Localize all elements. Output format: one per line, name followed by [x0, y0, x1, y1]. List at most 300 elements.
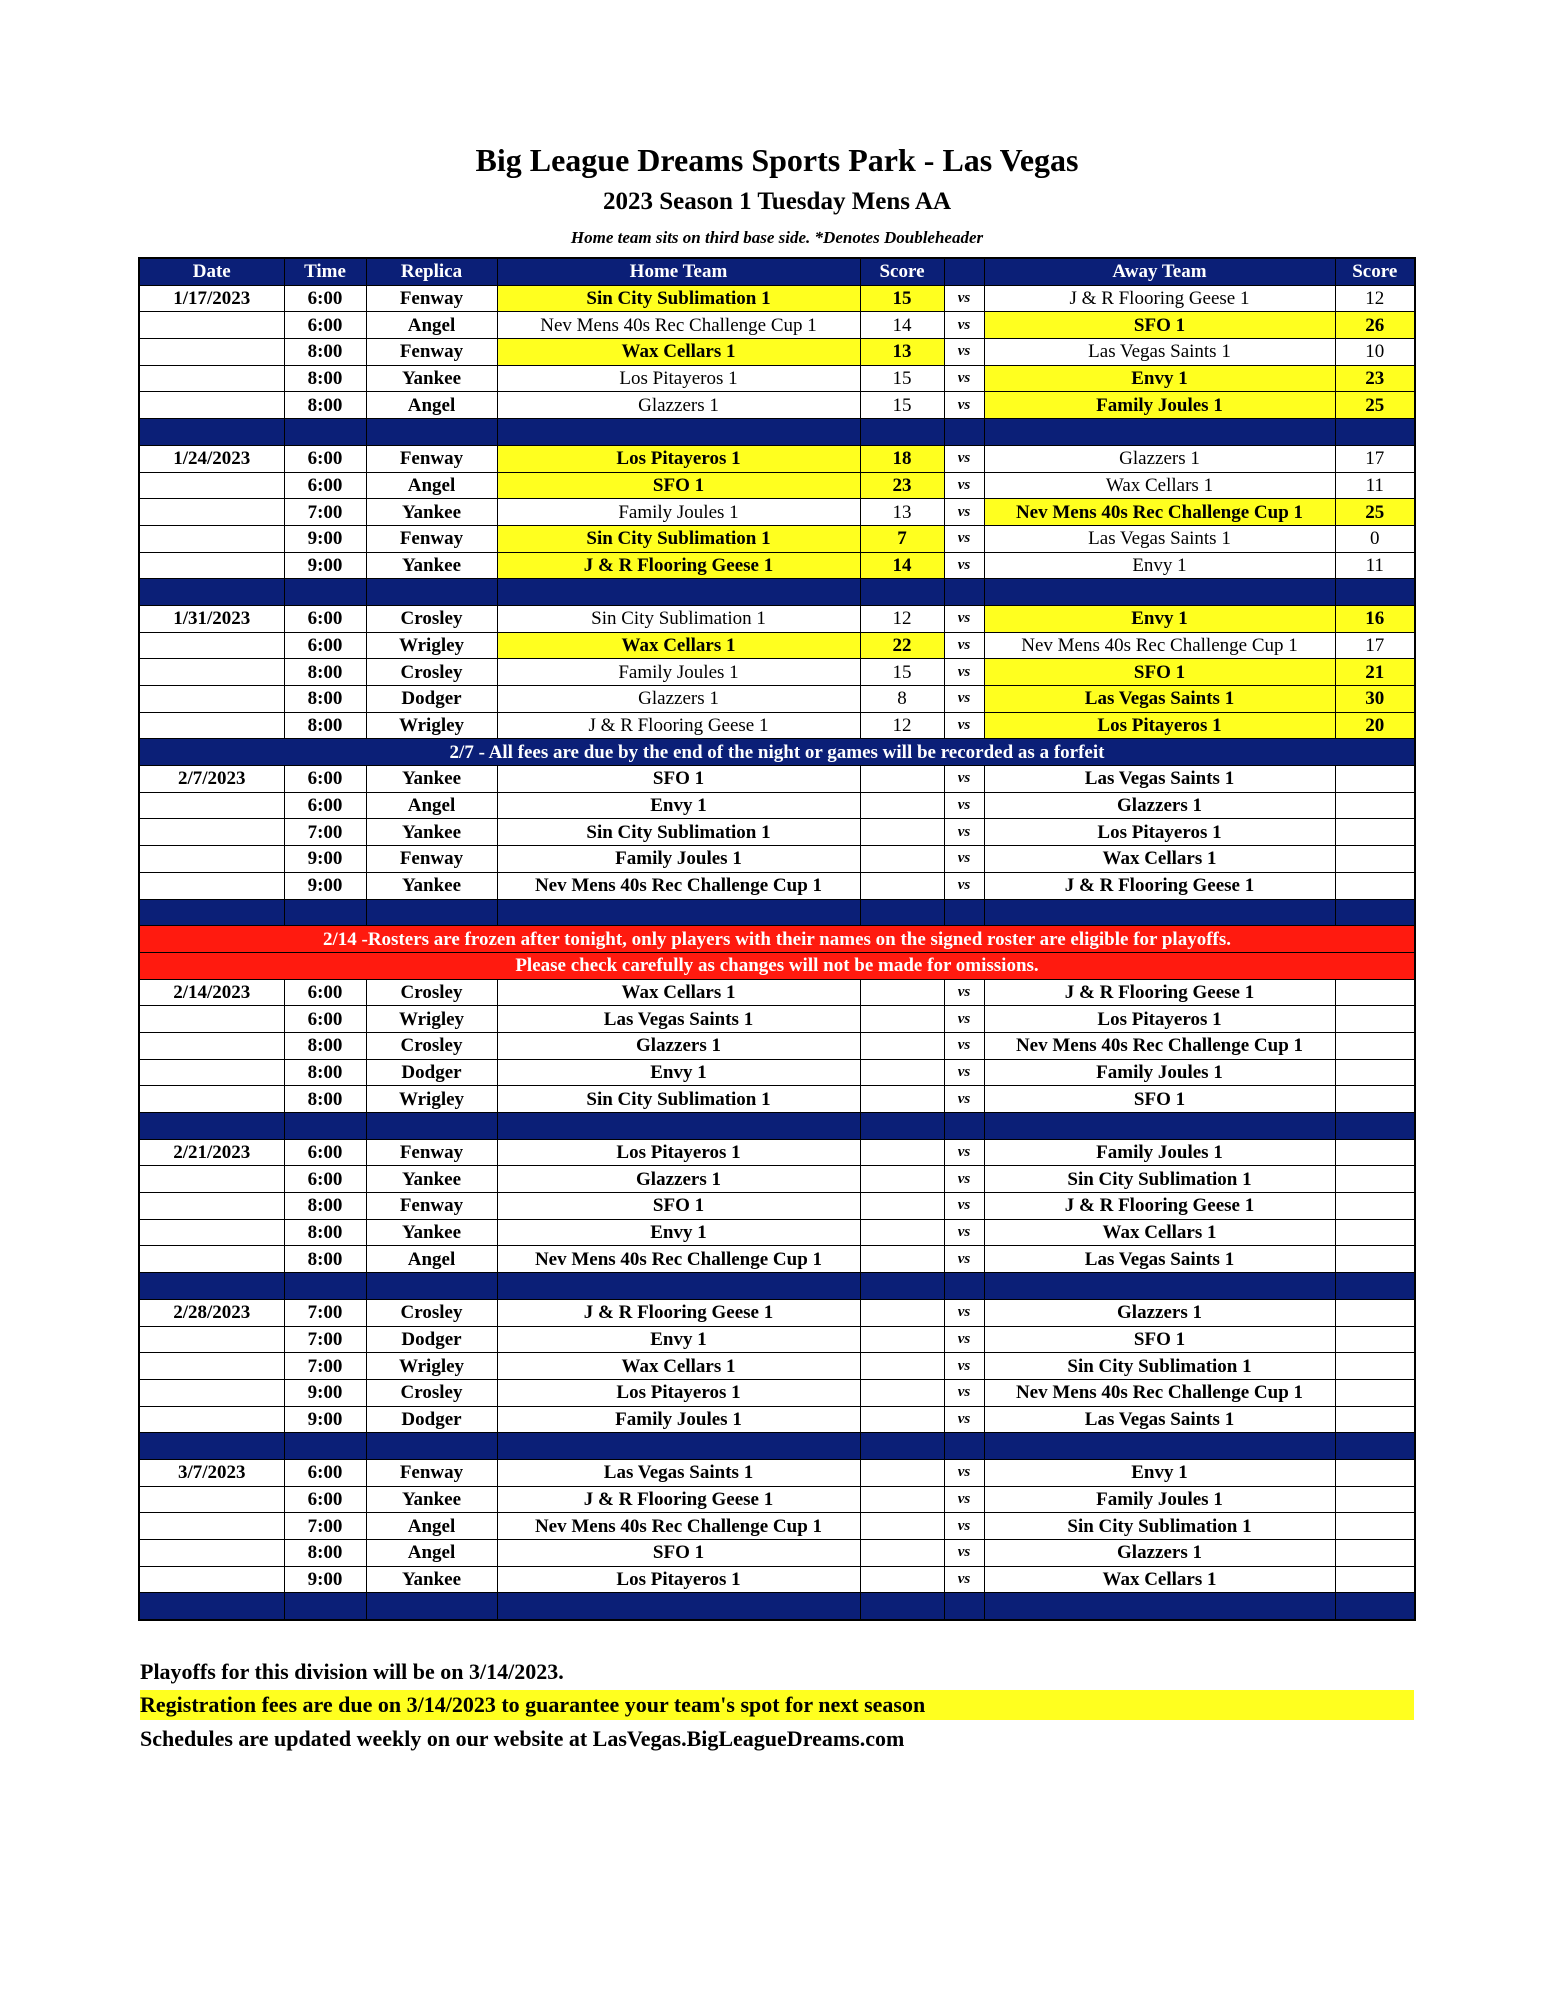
separator-cell	[1335, 419, 1415, 446]
schedule-body	[139, 285, 1415, 1620]
vs-label: vs	[944, 552, 984, 579]
away-score: 25	[1335, 499, 1415, 526]
away-team: Glazzers 1	[984, 1299, 1335, 1326]
week-separator	[139, 1593, 1415, 1620]
game-date	[139, 1059, 284, 1086]
away-score	[1335, 1193, 1415, 1220]
game-row	[139, 766, 1415, 793]
separator-cell	[1335, 1433, 1415, 1460]
home-score: 13	[860, 499, 944, 526]
col-header-home-score: Score	[860, 258, 944, 285]
home-team: Los Pitayeros 1	[497, 1379, 860, 1406]
field-replica: Yankee	[366, 365, 497, 392]
away-score: 25	[1335, 392, 1415, 419]
away-score: 12	[1335, 285, 1415, 312]
away-score: 20	[1335, 712, 1415, 739]
away-score	[1335, 1032, 1415, 1059]
home-team: J & R Flooring Geese 1	[497, 1299, 860, 1326]
away-score: 0	[1335, 525, 1415, 552]
header-note: Home team sits on third base side. *Denotes Doubleheader	[570, 228, 984, 247]
game-row	[139, 499, 1415, 526]
home-score	[860, 1193, 944, 1220]
game-time: 8:00	[284, 392, 366, 419]
home-score	[860, 1086, 944, 1113]
game-date	[139, 392, 284, 419]
game-date	[139, 819, 284, 846]
game-date	[139, 792, 284, 819]
website-note: Schedules are updated weekly on our website at LasVegas.BigLeagueDreams.com	[140, 1726, 905, 1751]
game-row	[139, 1353, 1415, 1380]
field-replica: Crosley	[366, 659, 497, 686]
home-team: SFO 1	[497, 472, 860, 499]
separator-cell	[497, 579, 860, 606]
away-team: Family Joules 1	[984, 1486, 1335, 1513]
field-replica: Wrigley	[366, 1086, 497, 1113]
game-date: 3/7/2023	[139, 1459, 284, 1486]
home-team: Nev Mens 40s Rec Challenge Cup 1	[497, 1246, 860, 1273]
field-replica: Yankee	[366, 1166, 497, 1193]
vs-label: vs	[944, 979, 984, 1006]
away-score	[1335, 1059, 1415, 1086]
home-team: Sin City Sublimation 1	[497, 285, 860, 312]
col-header-time: Time	[284, 258, 366, 285]
game-time: 6:00	[284, 1486, 366, 1513]
week-separator	[139, 899, 1415, 926]
away-team: SFO 1	[984, 1086, 1335, 1113]
home-team: Nev Mens 40s Rec Challenge Cup 1	[497, 312, 860, 339]
home-team: Envy 1	[497, 1326, 860, 1353]
vs-label: vs	[944, 1139, 984, 1166]
separator-cell	[284, 1273, 366, 1300]
game-date	[139, 1513, 284, 1540]
away-score: 16	[1335, 605, 1415, 632]
separator-cell	[944, 1433, 984, 1460]
game-time: 7:00	[284, 819, 366, 846]
away-team: Los Pitayeros 1	[984, 1006, 1335, 1033]
separator-cell	[860, 1113, 944, 1140]
vs-label: vs	[944, 1193, 984, 1220]
field-replica: Yankee	[366, 1219, 497, 1246]
game-row	[139, 1219, 1415, 1246]
game-time: 6:00	[284, 792, 366, 819]
game-row	[139, 1246, 1415, 1273]
away-team: Glazzers 1	[984, 445, 1335, 472]
field-replica: Angel	[366, 1246, 497, 1273]
away-team: SFO 1	[984, 659, 1335, 686]
game-date	[139, 846, 284, 873]
week-separator	[139, 419, 1415, 446]
home-score	[860, 1326, 944, 1353]
separator-cell	[984, 899, 1335, 926]
game-date	[139, 1246, 284, 1273]
game-date: 2/14/2023	[139, 979, 284, 1006]
field-replica: Dodger	[366, 1406, 497, 1433]
vs-label: vs	[944, 1459, 984, 1486]
game-time: 9:00	[284, 846, 366, 873]
game-time: 9:00	[284, 1379, 366, 1406]
away-team: Envy 1	[984, 552, 1335, 579]
home-score	[860, 1299, 944, 1326]
home-score	[860, 1353, 944, 1380]
game-row	[139, 632, 1415, 659]
separator-cell	[284, 1113, 366, 1140]
separator-cell	[497, 1273, 860, 1300]
home-score	[860, 979, 944, 1006]
game-row	[139, 552, 1415, 579]
game-time: 9:00	[284, 525, 366, 552]
game-time: 6:00	[284, 1166, 366, 1193]
away-score	[1335, 1326, 1415, 1353]
game-time: 8:00	[284, 659, 366, 686]
away-score: 23	[1335, 365, 1415, 392]
game-row	[139, 525, 1415, 552]
away-score	[1335, 1379, 1415, 1406]
announcement-row	[139, 952, 1415, 979]
field-replica: Angel	[366, 472, 497, 499]
away-score: 11	[1335, 552, 1415, 579]
separator-cell	[944, 579, 984, 606]
away-team: J & R Flooring Geese 1	[984, 1193, 1335, 1220]
away-score	[1335, 1513, 1415, 1540]
game-time: 7:00	[284, 1326, 366, 1353]
game-date	[139, 872, 284, 899]
field-replica: Yankee	[366, 766, 497, 793]
game-row	[139, 1086, 1415, 1113]
home-score	[860, 1006, 944, 1033]
game-time: 6:00	[284, 1006, 366, 1033]
game-time: 9:00	[284, 1406, 366, 1433]
away-team: Wax Cellars 1	[984, 846, 1335, 873]
vs-label: vs	[944, 792, 984, 819]
away-team: Family Joules 1	[984, 392, 1335, 419]
game-date	[139, 552, 284, 579]
away-score: 30	[1335, 686, 1415, 713]
home-team: Glazzers 1	[497, 1166, 860, 1193]
home-team: Los Pitayeros 1	[497, 1139, 860, 1166]
home-team: Los Pitayeros 1	[497, 1566, 860, 1593]
game-row	[139, 1299, 1415, 1326]
game-time: 6:00	[284, 472, 366, 499]
home-team: Las Vegas Saints 1	[497, 1006, 860, 1033]
home-score: 13	[860, 339, 944, 366]
game-row	[139, 1459, 1415, 1486]
away-team: SFO 1	[984, 312, 1335, 339]
game-time: 7:00	[284, 499, 366, 526]
home-score	[860, 846, 944, 873]
vs-label: vs	[944, 846, 984, 873]
home-score: 12	[860, 712, 944, 739]
game-date	[139, 686, 284, 713]
game-time: 7:00	[284, 1513, 366, 1540]
game-date	[139, 659, 284, 686]
game-date	[139, 1540, 284, 1567]
away-score	[1335, 1219, 1415, 1246]
vs-label: vs	[944, 472, 984, 499]
separator-cell	[984, 1593, 1335, 1620]
game-time: 8:00	[284, 1193, 366, 1220]
away-team: SFO 1	[984, 1326, 1335, 1353]
week-separator	[139, 1273, 1415, 1300]
field-replica: Wrigley	[366, 712, 497, 739]
vs-label: vs	[944, 1513, 984, 1540]
game-date: 1/24/2023	[139, 445, 284, 472]
separator-cell	[944, 1113, 984, 1140]
home-score: 12	[860, 605, 944, 632]
vs-label: vs	[944, 1353, 984, 1380]
game-time: 6:00	[284, 445, 366, 472]
schedule-table	[138, 257, 1416, 1621]
home-score	[860, 1379, 944, 1406]
separator-cell	[944, 1593, 984, 1620]
game-time: 8:00	[284, 686, 366, 713]
game-time: 8:00	[284, 1086, 366, 1113]
away-team: Los Pitayeros 1	[984, 712, 1335, 739]
separator-cell	[139, 1433, 284, 1460]
vs-label: vs	[944, 872, 984, 899]
separator-cell	[139, 1593, 284, 1620]
vs-label: vs	[944, 1166, 984, 1193]
week-separator	[139, 579, 1415, 606]
game-time: 8:00	[284, 365, 366, 392]
game-date: 2/7/2023	[139, 766, 284, 793]
home-score	[860, 1513, 944, 1540]
game-date	[139, 1353, 284, 1380]
home-score	[860, 1406, 944, 1433]
field-replica: Yankee	[366, 1566, 497, 1593]
home-score: 15	[860, 392, 944, 419]
away-team: Family Joules 1	[984, 1059, 1335, 1086]
game-row	[139, 686, 1415, 713]
field-replica: Angel	[366, 392, 497, 419]
vs-label: vs	[944, 285, 984, 312]
vs-label: vs	[944, 712, 984, 739]
game-row	[139, 1486, 1415, 1513]
away-team: Wax Cellars 1	[984, 472, 1335, 499]
separator-cell	[139, 419, 284, 446]
home-team: Wax Cellars 1	[497, 1353, 860, 1380]
separator-cell	[1335, 579, 1415, 606]
field-replica: Wrigley	[366, 1353, 497, 1380]
vs-label: vs	[944, 525, 984, 552]
game-date	[139, 1006, 284, 1033]
separator-cell	[497, 1593, 860, 1620]
field-replica: Yankee	[366, 1486, 497, 1513]
home-score	[860, 1566, 944, 1593]
col-header-home-team: Home Team	[497, 258, 860, 285]
game-row	[139, 1379, 1415, 1406]
separator-cell	[944, 1273, 984, 1300]
home-team: J & R Flooring Geese 1	[497, 1486, 860, 1513]
game-row	[139, 1406, 1415, 1433]
game-time: 6:00	[284, 979, 366, 1006]
home-score: 18	[860, 445, 944, 472]
field-replica: Crosley	[366, 1379, 497, 1406]
separator-cell	[984, 1113, 1335, 1140]
game-time: 6:00	[284, 632, 366, 659]
away-score	[1335, 1246, 1415, 1273]
home-team: Glazzers 1	[497, 1032, 860, 1059]
game-row	[139, 285, 1415, 312]
game-date	[139, 1379, 284, 1406]
game-time: 7:00	[284, 1353, 366, 1380]
away-team: Las Vegas Saints 1	[984, 686, 1335, 713]
home-score	[860, 1219, 944, 1246]
field-replica: Crosley	[366, 605, 497, 632]
home-team: Wax Cellars 1	[497, 632, 860, 659]
home-score	[860, 1032, 944, 1059]
game-row	[139, 312, 1415, 339]
field-replica: Angel	[366, 312, 497, 339]
field-replica: Fenway	[366, 525, 497, 552]
away-team: Las Vegas Saints 1	[984, 525, 1335, 552]
away-team: Las Vegas Saints 1	[984, 1406, 1335, 1433]
game-date	[139, 1193, 284, 1220]
home-score: 23	[860, 472, 944, 499]
game-date: 1/31/2023	[139, 605, 284, 632]
game-row	[139, 1566, 1415, 1593]
game-date	[139, 712, 284, 739]
home-team: Wax Cellars 1	[497, 339, 860, 366]
game-date	[139, 1032, 284, 1059]
field-replica: Crosley	[366, 979, 497, 1006]
game-row	[139, 979, 1415, 1006]
col-header-away-team: Away Team	[984, 258, 1335, 285]
separator-cell	[1335, 1273, 1415, 1300]
game-row	[139, 605, 1415, 632]
vs-label: vs	[944, 1059, 984, 1086]
game-row	[139, 872, 1415, 899]
away-score	[1335, 1139, 1415, 1166]
away-team: Las Vegas Saints 1	[984, 766, 1335, 793]
away-team: Nev Mens 40s Rec Challenge Cup 1	[984, 1032, 1335, 1059]
separator-cell	[860, 1593, 944, 1620]
separator-cell	[860, 1273, 944, 1300]
home-score: 22	[860, 632, 944, 659]
field-replica: Dodger	[366, 1326, 497, 1353]
home-team: J & R Flooring Geese 1	[497, 712, 860, 739]
away-score: 17	[1335, 632, 1415, 659]
home-team: Family Joules 1	[497, 499, 860, 526]
away-team: Nev Mens 40s Rec Challenge Cup 1	[984, 632, 1335, 659]
separator-cell	[366, 419, 497, 446]
field-replica: Wrigley	[366, 1006, 497, 1033]
game-time: 8:00	[284, 712, 366, 739]
separator-cell	[860, 579, 944, 606]
vs-label: vs	[944, 445, 984, 472]
separator-cell	[1335, 899, 1415, 926]
game-time: 6:00	[284, 766, 366, 793]
game-row	[139, 792, 1415, 819]
vs-label: vs	[944, 766, 984, 793]
away-score	[1335, 1166, 1415, 1193]
home-team: Sin City Sublimation 1	[497, 819, 860, 846]
away-team: J & R Flooring Geese 1	[984, 285, 1335, 312]
game-row	[139, 1540, 1415, 1567]
game-row	[139, 659, 1415, 686]
separator-cell	[497, 1113, 860, 1140]
away-team: Glazzers 1	[984, 792, 1335, 819]
vs-label: vs	[944, 1032, 984, 1059]
away-score	[1335, 1086, 1415, 1113]
page-subtitle: 2023 Season 1 Tuesday Mens AA	[603, 188, 951, 215]
field-replica: Yankee	[366, 872, 497, 899]
game-time: 8:00	[284, 1059, 366, 1086]
away-score	[1335, 792, 1415, 819]
playoffs-note: Playoffs for this division will be on 3/14/2023.	[140, 1659, 564, 1684]
away-team: Wax Cellars 1	[984, 1219, 1335, 1246]
away-team: Envy 1	[984, 1459, 1335, 1486]
game-date	[139, 365, 284, 392]
field-replica: Crosley	[366, 1032, 497, 1059]
home-score	[860, 1059, 944, 1086]
game-row	[139, 1139, 1415, 1166]
away-score	[1335, 766, 1415, 793]
game-row	[139, 846, 1415, 873]
game-date	[139, 525, 284, 552]
separator-cell	[139, 579, 284, 606]
game-time: 8:00	[284, 1540, 366, 1567]
separator-cell	[497, 1433, 860, 1460]
game-time: 6:00	[284, 605, 366, 632]
week-separator	[139, 1433, 1415, 1460]
separator-cell	[497, 419, 860, 446]
away-score: 11	[1335, 472, 1415, 499]
game-date	[139, 1566, 284, 1593]
game-time: 6:00	[284, 285, 366, 312]
field-replica: Fenway	[366, 1193, 497, 1220]
away-score	[1335, 819, 1415, 846]
home-score	[860, 1540, 944, 1567]
game-date: 2/21/2023	[139, 1139, 284, 1166]
field-replica: Angel	[366, 792, 497, 819]
game-date	[139, 1166, 284, 1193]
away-team: Nev Mens 40s Rec Challenge Cup 1	[984, 499, 1335, 526]
game-date: 2/28/2023	[139, 1299, 284, 1326]
vs-label: vs	[944, 605, 984, 632]
home-team: SFO 1	[497, 1540, 860, 1567]
away-team: Sin City Sublimation 1	[984, 1513, 1335, 1540]
home-score: 15	[860, 365, 944, 392]
vs-label: vs	[944, 1379, 984, 1406]
separator-cell	[366, 899, 497, 926]
away-score	[1335, 846, 1415, 873]
home-score	[860, 1486, 944, 1513]
separator-cell	[139, 1273, 284, 1300]
game-row	[139, 392, 1415, 419]
field-replica: Fenway	[366, 339, 497, 366]
game-row	[139, 1193, 1415, 1220]
game-row	[139, 712, 1415, 739]
game-time: 9:00	[284, 872, 366, 899]
away-score	[1335, 1299, 1415, 1326]
separator-cell	[366, 1113, 497, 1140]
field-replica: Crosley	[366, 1299, 497, 1326]
vs-label: vs	[944, 1406, 984, 1433]
separator-cell	[366, 579, 497, 606]
away-team: Los Pitayeros 1	[984, 819, 1335, 846]
home-score	[860, 872, 944, 899]
away-score	[1335, 872, 1415, 899]
vs-label: vs	[944, 819, 984, 846]
vs-label: vs	[944, 686, 984, 713]
game-date: 1/17/2023	[139, 285, 284, 312]
home-score: 8	[860, 686, 944, 713]
vs-label: vs	[944, 392, 984, 419]
announcement-row	[139, 926, 1415, 953]
away-team: J & R Flooring Geese 1	[984, 979, 1335, 1006]
home-team: SFO 1	[497, 766, 860, 793]
home-team: Nev Mens 40s Rec Challenge Cup 1	[497, 1513, 860, 1540]
